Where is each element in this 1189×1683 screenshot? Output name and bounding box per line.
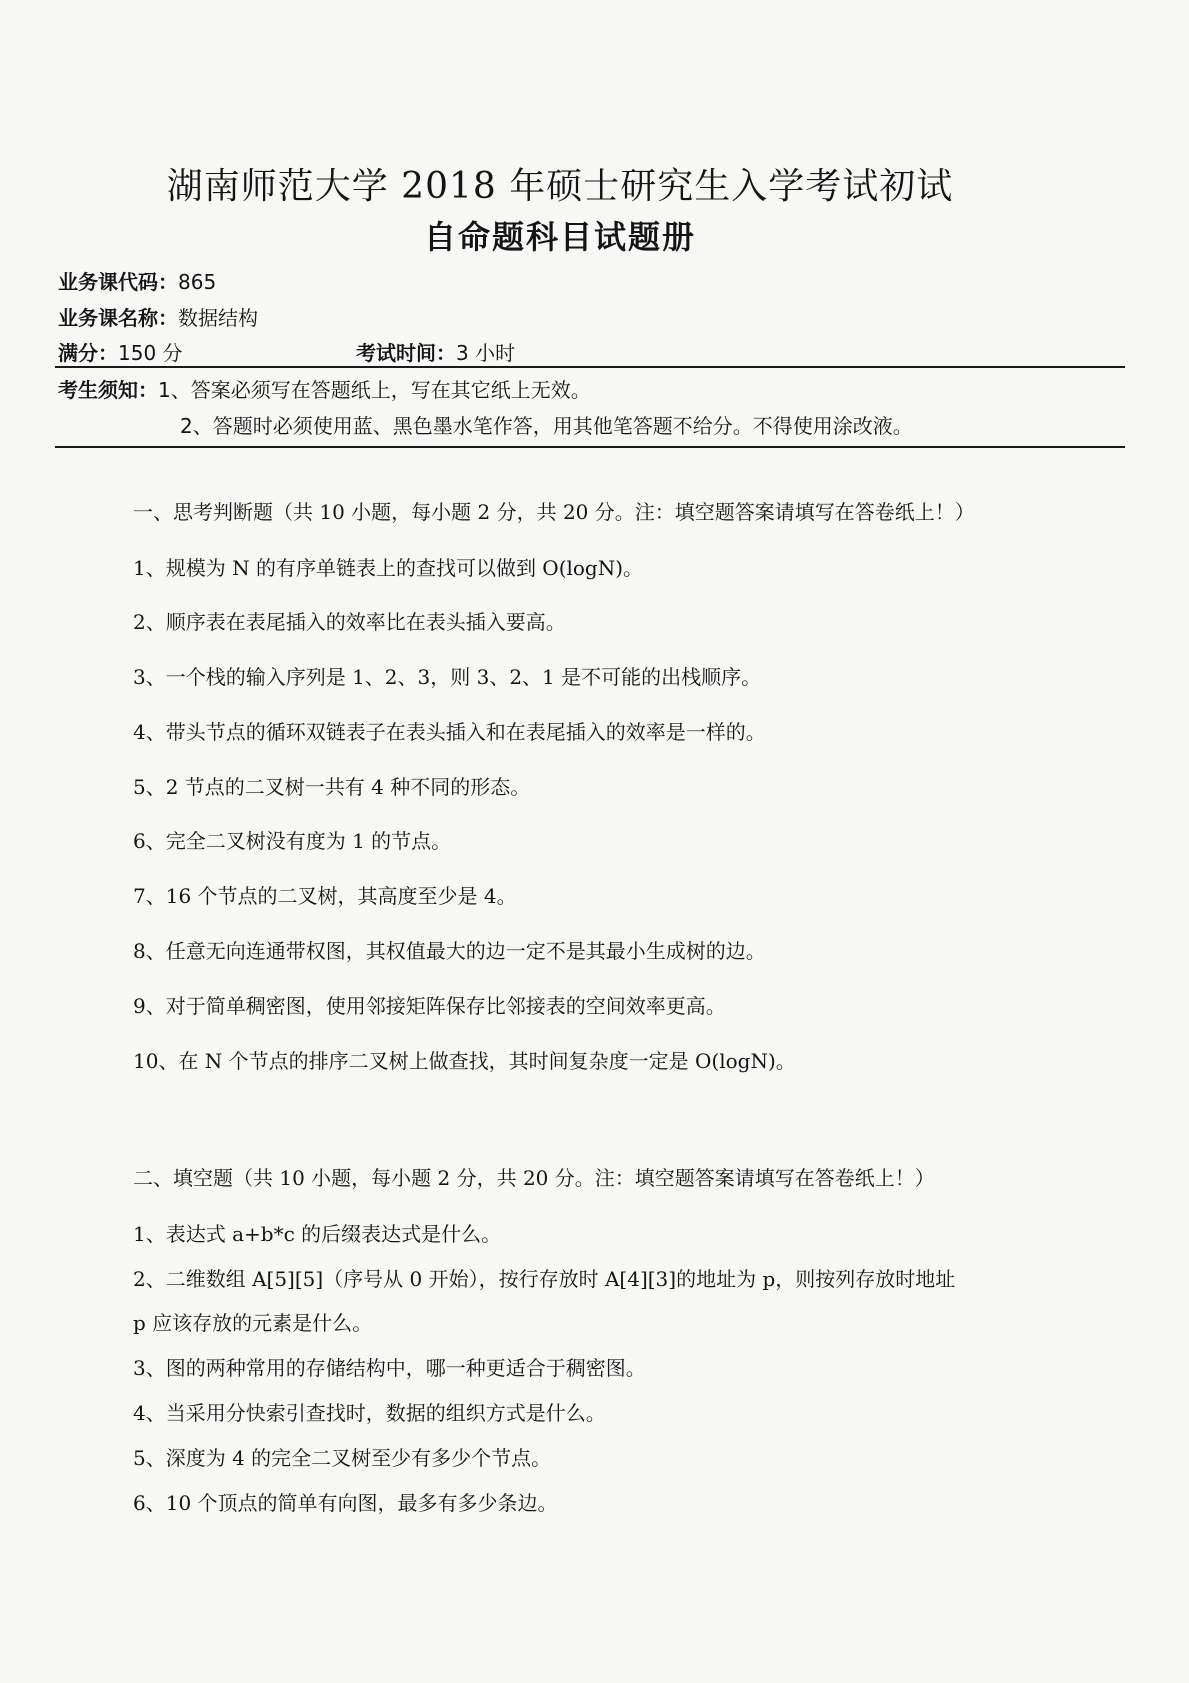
- s1-question: 9、对于简单稠密图，使用邻接矩阵保存比邻接表的空间效率更高。: [133, 994, 726, 1018]
- page-title: 湖南师范大学 2018 年硕士研究生入学考试初试: [166, 166, 954, 207]
- s1-question: 4、带头节点的循环双链表子在表头插入和在表尾插入的效率是一样的。: [133, 720, 766, 744]
- course-code-row: [58, 266, 216, 295]
- course-name-value: 数据结构: [178, 306, 258, 330]
- s1-question: 7、16 个节点的二叉树，其高度至少是 4。: [133, 884, 517, 908]
- s1-question: 1、规模为 N 的有序单链表上的查找可以做到 O(logN)。: [133, 556, 644, 580]
- score-time-row: [58, 337, 1118, 366]
- divider-top: [55, 366, 1125, 368]
- s2-question-1: 1、表达式 a+b*c 的后缀表达式是什么。: [133, 1222, 502, 1246]
- time-value: 3 小时: [456, 341, 516, 365]
- course-code-label: 业务课代码：: [58, 270, 178, 294]
- s2-question-2-cont: p 应该存放的元素是什么。: [133, 1311, 373, 1335]
- score-label: 满分：: [58, 341, 118, 365]
- s2-question-5: 5、深度为 4 的完全二叉树至少有多少个节点。: [133, 1446, 552, 1470]
- s1-question: 2、顺序表在表尾插入的效率比在表头插入要高。: [133, 610, 566, 634]
- course-code-value: 865: [178, 270, 217, 294]
- exam-time: [356, 337, 515, 366]
- s1-question: 8、任意无向连通带权图，其权值最大的边一定不是其最小生成树的边。: [133, 939, 766, 963]
- section-2-title: 二、填空题（共 10 小题，每小题 2 分，共 20 分。注：填空题答案请填写在答卷纸上！）: [133, 1166, 935, 1190]
- course-name-row: [58, 302, 258, 331]
- section-1-title: 一、思考判断题（共 10 小题，每小题 2 分，共 20 分。注：填空题答案请填写在答卷纸上！）: [133, 500, 975, 524]
- score-value: 150 分: [118, 341, 183, 365]
- s1-question: 3、一个栈的输入序列是 1、2、3，则 3、2、1 是不可能的出栈顺序。: [133, 665, 762, 689]
- course-name-label: 业务课名称：: [58, 306, 178, 330]
- notice-row-1: [58, 374, 591, 403]
- s2-question-3: 3、图的两种常用的存储结构中，哪一种更适合于稠密图。: [133, 1356, 646, 1380]
- notice-label: 考生须知：: [58, 378, 158, 402]
- s2-question-6: 6、10 个顶点的简单有向图，最多有多少条边。: [133, 1491, 558, 1515]
- page-subtitle: 自命题科目试题册: [423, 218, 696, 256]
- notice-item-1: 1、答案必须写在答题纸上，写在其它纸上无效。: [158, 378, 591, 402]
- time-label: 考试时间：: [356, 341, 456, 365]
- s1-question: 10、在 N 个节点的排序二叉树上做查找，其时间复杂度一定是 O(logN)。: [133, 1049, 796, 1073]
- notice-item-2: 2、答题时必须使用蓝、黑色墨水笔作答，用其他笔答题不给分。不得使用涂改液。: [180, 414, 913, 438]
- s2-question-2: 2、二维数组 A[5][5]（序号从 0 开始），按行存放时 A[4][3]的地址为 p，则按列存放时地址: [133, 1267, 956, 1291]
- s1-question: 6、完全二叉树没有度为 1 的节点。: [133, 829, 452, 853]
- s1-question: 5、2 节点的二叉树一共有 4 种不同的形态。: [133, 775, 531, 799]
- divider-bottom: [55, 446, 1125, 448]
- s2-question-4: 4、当采用分快索引查找时，数据的组织方式是什么。: [133, 1401, 606, 1425]
